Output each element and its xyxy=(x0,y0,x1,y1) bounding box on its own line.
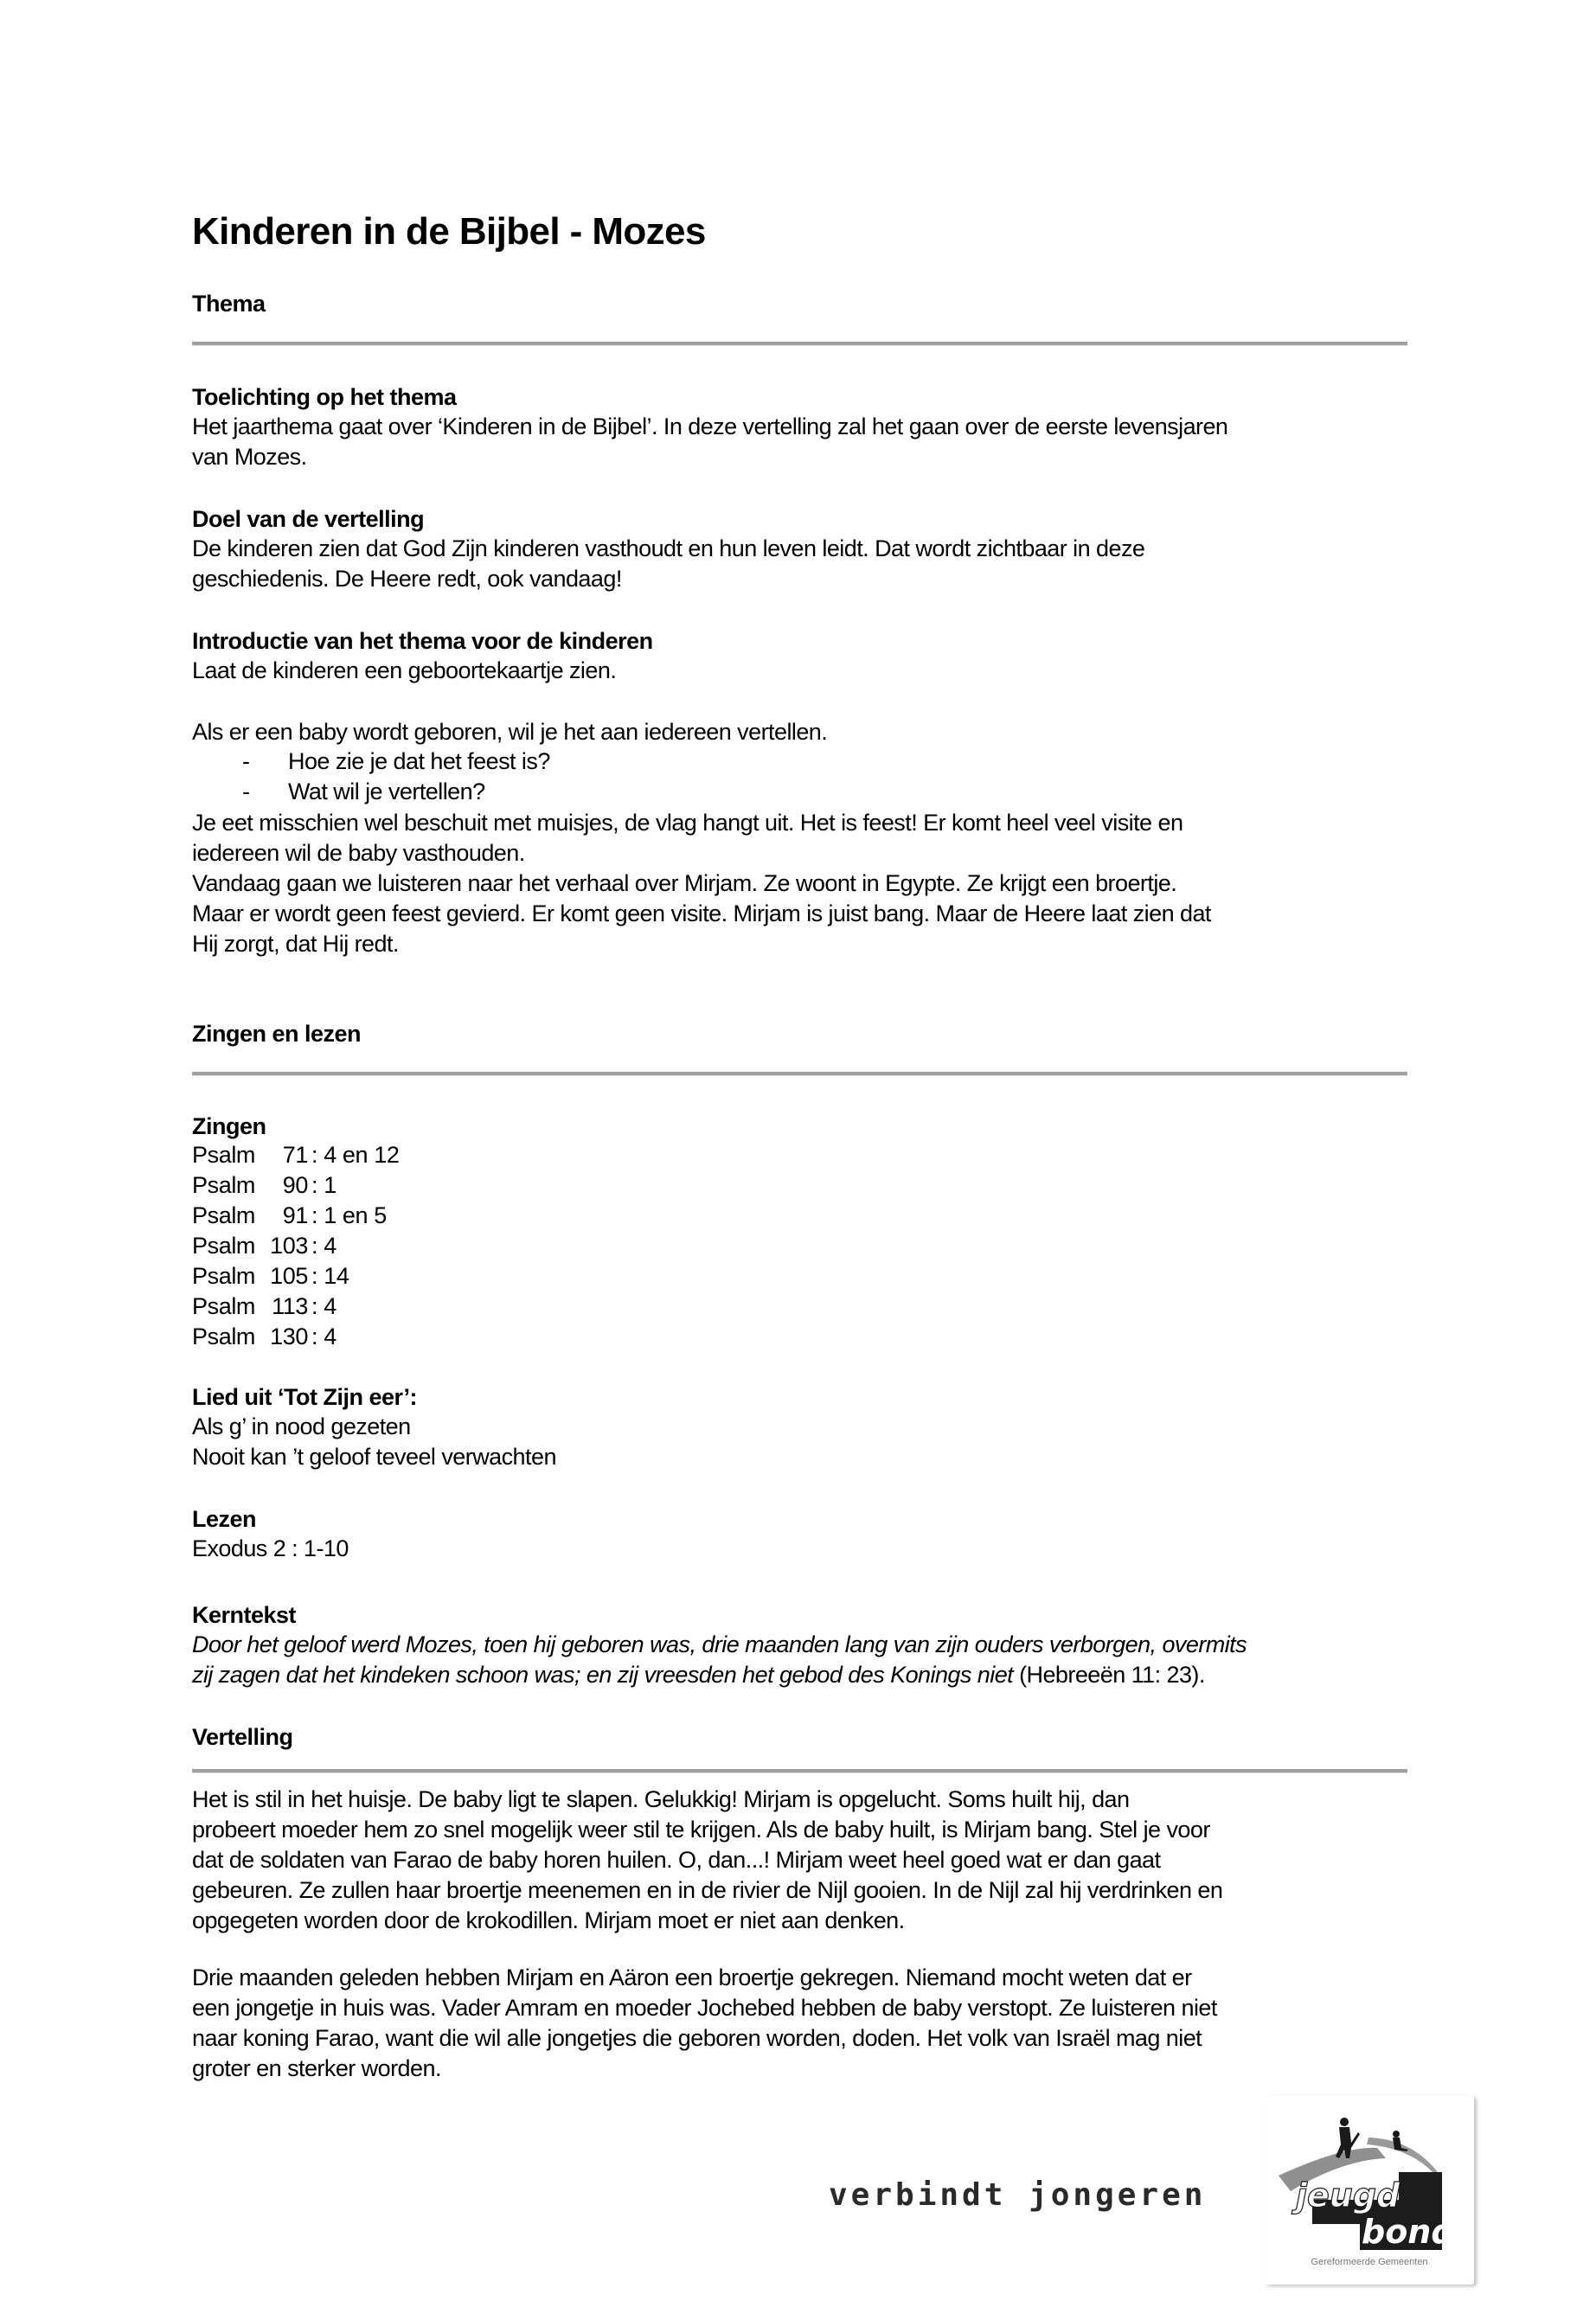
text-line: Het jaarthema gaat over ‘Kinderen in de Bijbel’. In deze vertelling zal het gaan over de eerste levensjaren xyxy=(192,413,1228,439)
text-line: Drie maanden geleden hebben Mirjam en Aäron een broertje gekregen. Niemand mocht weten dat er xyxy=(192,1965,1192,1990)
text-line: dat de soldaten van Farao de baby horen huilen. O, dan...! Mirjam weet heel goed wat er dan gaat xyxy=(192,1847,1161,1873)
section-heading-vertelling: Vertelling xyxy=(192,1724,293,1750)
psalm-number: 90 xyxy=(282,1172,308,1198)
text-line: van Mozes. xyxy=(192,444,307,470)
paragraph-vertelling-1 xyxy=(192,1785,1412,1936)
psalm-label: Psalm xyxy=(192,1263,256,1289)
scripture-text: Door het geloof werd Mozes, toen hij geboren was, drie maanden lang van zijn ouders verborgen, overmits xyxy=(192,1631,1247,1657)
scripture-text: zij zagen dat het kindeken schoon was; en zij vreesden het gebod des Konings niet xyxy=(192,1662,1014,1688)
text-line: naar koning Farao, want die wil alle jongetjes die geboren worden, doden. Het volk van Israël mag niet xyxy=(192,2025,1202,2051)
text-line: Je eet misschien wel beschuit met muisjes, de vlag hangt uit. Het is feest! Er komt heel veel visite en xyxy=(192,810,1183,836)
psalm-verses: : 4 xyxy=(311,1233,337,1259)
page-title: Kinderen in de Bijbel - Mozes xyxy=(192,210,706,253)
psalm-label: Psalm xyxy=(192,1202,256,1228)
paragraph-introductie xyxy=(192,656,1412,686)
paragraph-intro-continued xyxy=(192,808,1412,959)
text-line: Exodus 2 : 1-10 xyxy=(192,1535,349,1561)
psalm-verses: : 4 xyxy=(311,1324,337,1349)
paragraph-intro-line xyxy=(192,717,1412,747)
psalm-item xyxy=(192,1172,337,1199)
text-line: Als g’ in nood gezeten xyxy=(192,1413,411,1439)
bullet-dash: - xyxy=(242,779,250,804)
psalm-label: Psalm xyxy=(192,1142,256,1168)
section-heading-zingen-lezen: Zingen en lezen xyxy=(192,1021,362,1047)
psalm-item xyxy=(192,1324,337,1350)
scripture-reference: (Hebreeën 11: 23). xyxy=(1013,1662,1205,1688)
footer-slogan: verbindt jongeren xyxy=(829,2177,1207,2213)
bullet-text: Hoe zie je dat het feest is? xyxy=(288,748,550,774)
psalm-number: 105 xyxy=(270,1263,308,1289)
text-line: De kinderen zien dat God Zijn kinderen vasthoudt en hun leven leidt. Dat wordt zichtbaar in deze xyxy=(192,535,1145,561)
text-line: Vandaag gaan we luisteren naar het verhaal over Mirjam. Ze woont in Egypte. Ze krijgt een broertje. xyxy=(192,870,1177,896)
psalm-number: 113 xyxy=(272,1293,308,1319)
text-line: geschiedenis. De Heere redt, ook vandaag! xyxy=(192,566,622,592)
psalm-verses: : 1 xyxy=(311,1172,337,1198)
section-divider xyxy=(192,342,1407,345)
text-line: gebeuren. Ze zullen haar broertje meenemen en in de rivier de Nijl gooien. In de Nijl zal hij verdrinken en xyxy=(192,1877,1223,1903)
paragraph-doel xyxy=(192,534,1412,594)
subheading-kerntekst: Kerntekst xyxy=(192,1602,297,1628)
text-line: Nooit kan ’t geloof teveel verwachten xyxy=(192,1444,556,1470)
text-line: opgegeten worden door de krokodillen. Mirjam moet er niet aan denken. xyxy=(192,1907,905,1933)
subheading-introductie: Introductie van het thema voor de kinderen xyxy=(192,628,653,654)
paragraph-vertelling-2 xyxy=(192,1963,1412,2084)
text-line: Maar er wordt geen feest gevierd. Er komt geen visite. Mirjam is juist bang. Maar de Heere laat zien dat xyxy=(192,901,1211,926)
subheading-doel: Doel van de vertelling xyxy=(192,506,425,532)
paragraph-lied xyxy=(192,1412,1412,1472)
psalm-label: Psalm xyxy=(192,1324,256,1349)
text-line: Het is stil in het huisje. De baby ligt te slapen. Gelukkig! Mirjam is opgelucht. Soms huilt hij, dan xyxy=(192,1786,1130,1812)
svg-text:bond: bond xyxy=(1362,2213,1455,2251)
psalm-verses: : 1 en 5 xyxy=(311,1202,387,1228)
section-divider xyxy=(192,1072,1407,1075)
text-line: probeert moeder hem zo snel mogelijk weer stil te krijgen. Als de baby huilt, is Mirjam bang. Stel je voor xyxy=(192,1817,1210,1843)
psalm-number: 91 xyxy=(282,1202,308,1228)
psalm-label: Psalm xyxy=(192,1293,256,1319)
text-line: Als er een baby wordt geboren, wil je het aan iedereen vertellen. xyxy=(192,719,828,745)
text-line: groter en sterker worden. xyxy=(192,2055,441,2081)
svg-text:jeugd: jeugd xyxy=(1296,2176,1401,2214)
paragraph-lezen xyxy=(192,1534,1412,1564)
psalm-verses: : 4 xyxy=(311,1293,337,1319)
psalm-label: Psalm xyxy=(192,1172,256,1198)
text-line: Laat de kinderen een geboortekaartje zien. xyxy=(192,657,617,683)
paragraph-toelichting xyxy=(192,412,1412,472)
text-line: een jongetje in huis was. Vader Amram en moeder Jochebed hebben de baby verstopt. Ze luisteren niet xyxy=(192,1995,1217,2021)
subheading-toelichting: Toelichting op het thema xyxy=(192,384,457,410)
section-divider xyxy=(192,1769,1407,1772)
logo-subtitle: Gereformeerde Gemeenten xyxy=(1311,2257,1428,2267)
subheading-zingen: Zingen xyxy=(192,1113,266,1139)
psalm-item xyxy=(192,1293,337,1320)
psalm-verses: : 4 en 12 xyxy=(311,1142,400,1168)
text-line xyxy=(192,1660,1412,1690)
subheading-lied: Lied uit ‘Tot Zijn eer’: xyxy=(192,1384,417,1410)
bullet-text: Wat wil je vertellen? xyxy=(288,779,485,804)
text-line: iedereen wil de baby vasthouden. xyxy=(192,840,525,866)
psalm-number: 103 xyxy=(270,1233,308,1259)
jeugdbond-logo xyxy=(1265,2096,1474,2285)
paragraph-kerntekst xyxy=(192,1630,1412,1690)
bullet-dash: - xyxy=(242,748,250,774)
psalm-number: 71 xyxy=(282,1142,308,1168)
psalm-item xyxy=(192,1233,337,1259)
psalm-item xyxy=(192,1142,400,1169)
section-heading-thema: Thema xyxy=(192,291,266,317)
psalm-verses: : 14 xyxy=(311,1263,349,1289)
subheading-lezen: Lezen xyxy=(192,1506,257,1532)
psalm-item xyxy=(192,1263,349,1290)
psalm-number: 130 xyxy=(270,1324,308,1349)
psalm-label: Psalm xyxy=(192,1233,256,1259)
psalm-item xyxy=(192,1202,387,1229)
text-line: Hij zorgt, dat Hij redt. xyxy=(192,931,399,957)
